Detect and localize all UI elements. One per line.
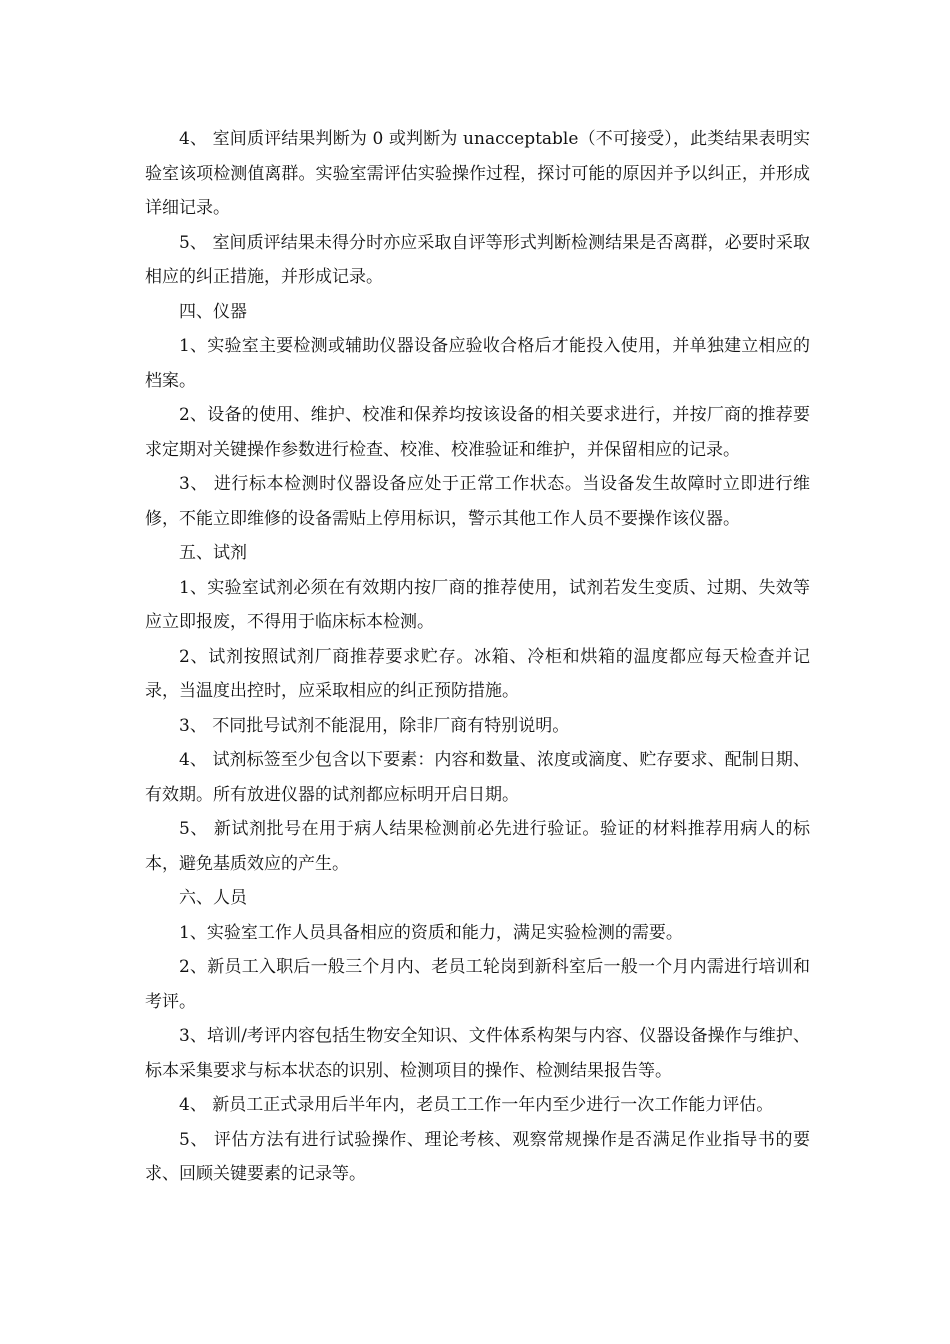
section-heading-reagents: 五、试剂 bbox=[179, 543, 247, 563]
paragraph-reagents-item-1: 1、实验室试剂必须在有效期内按厂商的推荐使用，试剂若发生变质、过期、失效等应立即报废，不得用于临床标本检测。 bbox=[145, 577, 810, 632]
paragraph-personnel-item-5: 5、 评估方法有进行试验操作、理论考核、观察常规操作是否满足作业指导书的要求、回顾关键要素的记录等。 bbox=[145, 1129, 810, 1184]
paragraph-reagents-item-5: 5、 新试剂批号在用于病人结果检测前必先进行验证。验证的材料推荐用病人的标本，避免基质效应的产生。 bbox=[145, 819, 810, 874]
paragraph-personnel-item-1: 1、实验室工作人员具备相应的资质和能力，满足实验检测的需要。 bbox=[179, 922, 683, 943]
paragraph-personnel-item-2: 2、新员工入职后一般三个月内、老员工轮岗到新科室后一般一个月内需进行培训和考评。 bbox=[145, 957, 810, 1012]
paragraph-reagents-item-3: 3、 不同批号试剂不能混用，除非厂商有特别说明。 bbox=[179, 715, 570, 736]
paragraph-instruments-item-1: 1、实验室主要检测或辅助仪器设备应验收合格后才能投入使用，并单独建立相应的档案。 bbox=[145, 336, 810, 391]
paragraph-personnel-item-4: 4、 新员工正式录用后半年内，老员工工作一年内至少进行一次工作能力评估。 bbox=[179, 1095, 774, 1115]
section-heading-instruments: 四、仪器 bbox=[179, 301, 247, 322]
paragraph-reagents-item-4: 4、 试剂标签至少包含以下要素：内容和数量、浓度或滴度、贮存要求、配制日期、有效期。所有放进仪器的试剂都应标明开启日期。 bbox=[145, 750, 810, 805]
paragraph-instruments-item-3: 3、 进行标本检测时仪器设备应处于正常工作状态。当设备发生故障时立即进行维修，不能立即维修的设备需贴上停用标识，警示其他工作人员不要操作该仪器。 bbox=[145, 474, 810, 529]
section-heading-personnel: 六、人员 bbox=[179, 888, 247, 908]
paragraph-reagents-item-2: 2、试剂按照试剂厂商推荐要求贮存。冰箱、冷柜和烘箱的温度都应每天检查并记录，当温度出控时，应采取相应的纠正预防措施。 bbox=[145, 646, 810, 701]
paragraph-personnel-item-3: 3、培训/考评内容包括生物安全知识、文件体系构架与内容、仪器设备操作与维护、标本采集要求与标本状态的识别、检测项目的操作、检测结果报告等。 bbox=[145, 1026, 810, 1081]
paragraph-qa-item-4: 4、 室间质评结果判断为 0 或判断为 unacceptable（不可接受），此类结果表明实验室该项检测值离群。实验室需评估实验操作过程，探讨可能的原因并予以纠正，并形成详细记录。 bbox=[145, 129, 810, 218]
paragraph-instruments-item-2: 2、设备的使用、维护、校准和保养均按该设备的相关要求进行，并按厂商的推荐要求定期对关键操作参数进行检查、校准、校准验证和维护，并保留相应的记录。 bbox=[145, 405, 810, 460]
paragraph-qa-item-5: 5、 室间质评结果未得分时亦应采取自评等形式判断检测结果是否离群，必要时采取相应的纠正措施，并形成记录。 bbox=[145, 232, 810, 287]
document-body bbox=[145, 122, 810, 1192]
